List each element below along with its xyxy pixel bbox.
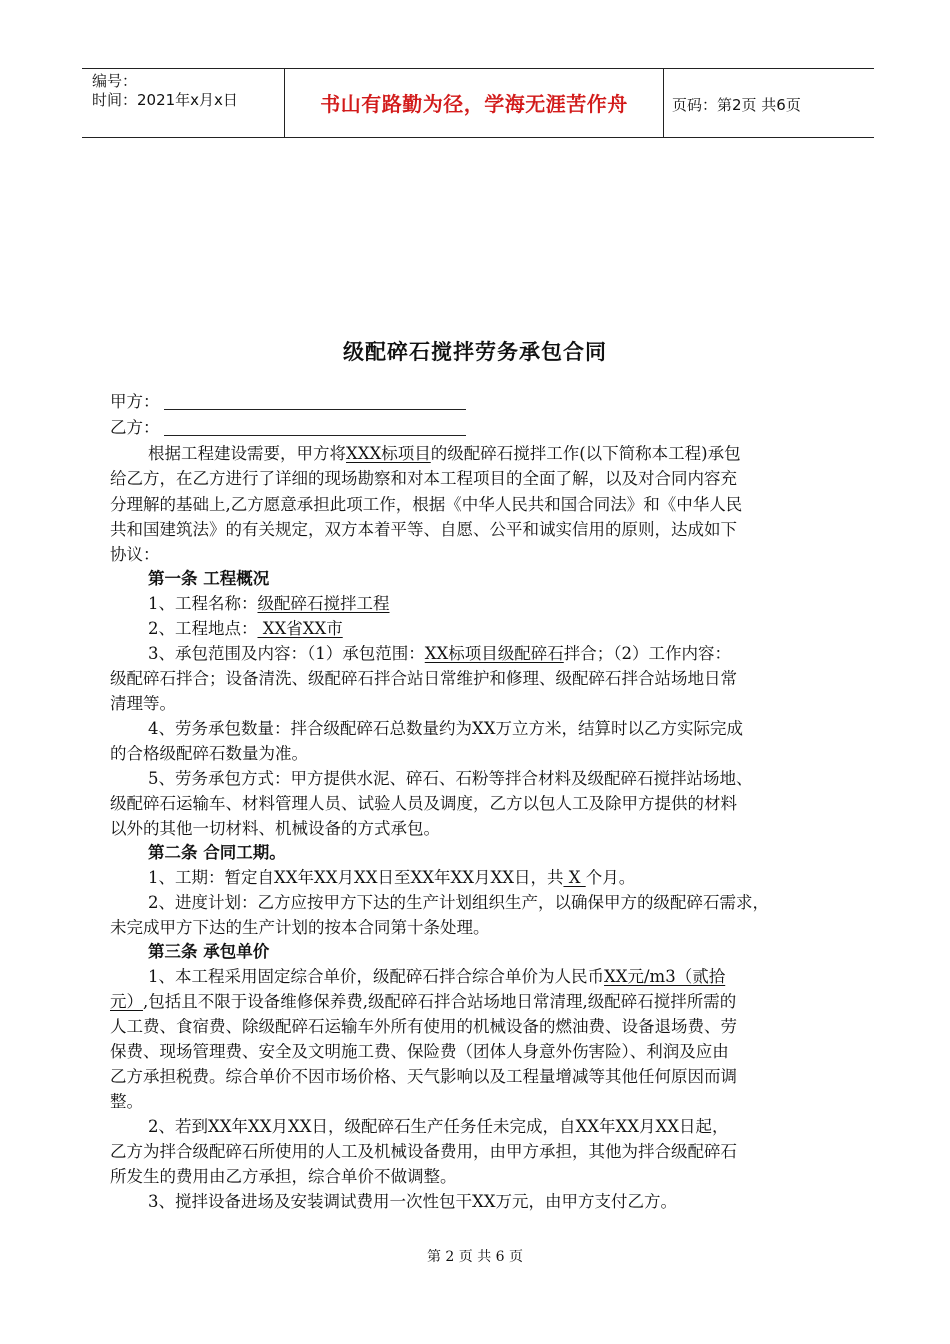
- item-label: 1、工程名称：: [148, 594, 258, 613]
- preamble-line-2: 给乙方，在乙方进行了详细的现场勘察和对本工程项目的全面了解，以及对合同内容充: [110, 469, 737, 488]
- article-3-item-2: 2、若到XX年XX月XX日，级配碎石生产任务任未完成，自XX年XX月XX日起，: [148, 1117, 729, 1136]
- item-text: ,包括且不限于设备维修保养费,级配碎石拌合站场地日常清理,级配碎石搅拌所需的: [143, 992, 737, 1011]
- article-3-item-2-cont-1: 乙方为拌合级配碎石所使用的人工及机械设备费用，由甲方承担，其他为拌合级配碎石: [110, 1142, 737, 1161]
- header-motto-cell: [284, 69, 664, 137]
- article-3-item-2-cont-2: 所发生的费用由乙方承担，综合单价不做调整。: [110, 1167, 457, 1186]
- party-a-blank-line: [164, 409, 466, 410]
- article-2-item-2-cont: 未完成甲方下达的生产计划的按本合同第十条处理。: [110, 918, 490, 937]
- article-3-item-1-cont-4: 乙方承担税费。综合单价不因市场价格、天气影响以及工程量增减等其他任何原因而调: [110, 1067, 737, 1086]
- article-1-item-3: [148, 643, 731, 665]
- article-3-heading: 第三条 承包单价: [148, 942, 270, 961]
- article-1-item-4-cont: 的合格级配碎石数量为准。: [110, 744, 308, 763]
- item-label: 2、工程地点：: [148, 619, 258, 638]
- page-footer: 第 2 页 共 6 页: [426, 1249, 524, 1265]
- party-b-blank-line: [164, 435, 466, 436]
- article-1-item-3-cont-1: 级配碎石拌合；设备清洗、级配碎石拌合站日常维护和修理、级配碎石拌合站场地日常: [110, 669, 737, 688]
- party-b-label: 乙方：: [110, 418, 160, 437]
- unit-price-underlined: XX元/m3（贰拾: [604, 967, 726, 986]
- item-text: 个月。: [585, 868, 636, 887]
- article-1-heading: 第一条 工程概况: [148, 569, 270, 588]
- document-time-label: 时间：2021年x月x日: [92, 91, 238, 109]
- preamble-text: 的级配碎石搅拌工作(以下简称本工程)承包: [430, 444, 741, 463]
- preamble-line-4: 共和国建筑法》的有关规定，双方本着平等、自愿、公平和诚实信用的原则，达成如下: [110, 520, 737, 539]
- header-page-cell: [664, 69, 874, 137]
- unit-price-underlined-cont: 元）: [110, 992, 143, 1011]
- article-1-item-5-cont-2: 以外的其他一切材料、机械设备的方式承包。: [110, 819, 440, 838]
- item-text: 3、承包范围及内容：（1）承包范围：: [148, 644, 425, 663]
- article-3-item-1-cont-1: [110, 991, 736, 1013]
- header-meta: [82, 69, 284, 137]
- article-3-item-1: [148, 966, 725, 988]
- document-title: 级配碎石搅拌劳务承包合同: [343, 340, 607, 364]
- article-1-item-3-cont-2: 清理等。: [110, 694, 176, 713]
- item-text: 1、本工程采用固定综合单价，级配碎石拌合综合单价为人民币: [148, 967, 604, 986]
- project-location-underlined: XX省XX市: [257, 619, 343, 638]
- duration-months-underlined: X: [563, 868, 586, 887]
- document-number-label: 编号：: [92, 72, 138, 90]
- article-2-item-2: 2、进度计划：乙方应按甲方下达的生产计划组织生产，以确保甲方的级配碎石需求，: [148, 893, 769, 912]
- project-title-underlined: 级配碎石搅拌工程: [257, 594, 390, 613]
- party-a-label: 甲方：: [110, 392, 160, 411]
- article-1-item-1: [148, 593, 390, 615]
- preamble-text: 根据工程建设需要，甲方将: [148, 444, 346, 463]
- item-text: 拌合；（2）工作内容：: [563, 644, 731, 663]
- article-2-heading: 第二条 合同工期。: [148, 843, 286, 862]
- article-1-item-4: 4、劳务承包数量：拌合级配碎石总数量约为XX万立方米，结算时以乙方实际完成: [148, 719, 743, 738]
- article-1-item-2: [148, 618, 343, 640]
- preamble-line-5: 协议：: [110, 545, 160, 564]
- project-name-underlined: XXX标项目: [346, 444, 431, 463]
- preamble-line-1: [148, 443, 741, 465]
- article-3-item-1-cont-5: 整。: [110, 1092, 143, 1111]
- item-text: 1、工期：暂定自XX年XX月XX日至XX年XX月XX日，共: [148, 868, 564, 887]
- scope-underlined: XX标项目级配碎石: [424, 644, 564, 663]
- page-header: [82, 68, 874, 138]
- article-1-item-5-cont-1: 级配碎石运输车、材料管理人员、试验人员及调度，乙方以包人工及除甲方提供的材料: [110, 794, 737, 813]
- header-motto: 书山有路勤为径，学海无涯苦作舟: [320, 92, 628, 116]
- preamble-line-3: 分理解的基础上,乙方愿意承担此项工作，根据《中华人民共和国合同法》和《中华人民: [110, 495, 743, 514]
- article-2-item-1: [148, 867, 635, 889]
- article-3-item-1-cont-2: 人工费、食宿费、除级配碎石运输车外所有使用的机械设备的燃油费、设备退场费、劳: [110, 1017, 737, 1036]
- article-1-item-5: 5、劳务承包方式：甲方提供水泥、碎石、石粉等拌合材料及级配碎石搅拌站场地、: [148, 769, 753, 788]
- article-3-item-1-cont-3: 保费、现场管理费、安全及文明施工费、保险费（团体人身意外伤害险）、利润及应由: [110, 1042, 729, 1061]
- article-3-item-3: 3、搅拌设备进场及安装调试费用一次性包干XX万元，由甲方支付乙方。: [148, 1192, 677, 1211]
- header-page-number: 页码：第2页 共6页: [672, 96, 801, 114]
